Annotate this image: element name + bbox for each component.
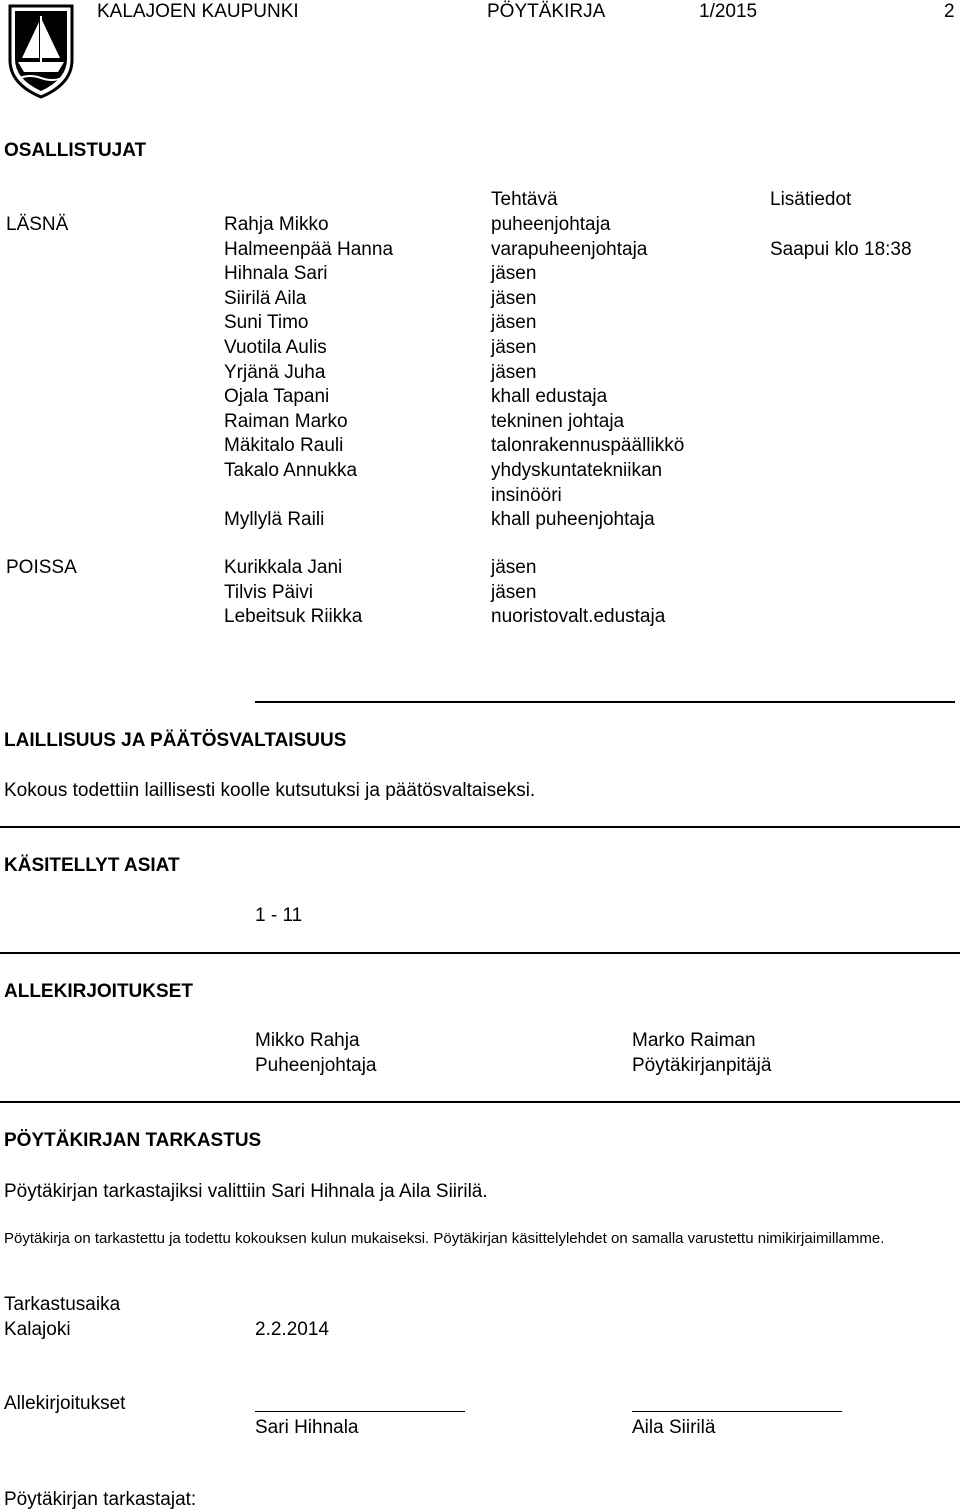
participant-name: Raiman Marko [224, 410, 348, 432]
participant-role: jäsen [491, 312, 537, 334]
participant-role: khall puheenjohtaja [491, 509, 655, 531]
participant-row [0, 238, 960, 263]
participant-role: nuoristovalt.edustaja [491, 606, 666, 628]
items-range: 1 - 11 [255, 905, 303, 926]
participant-row [0, 262, 960, 287]
items-title: KÄSITELLYT ASIAT [4, 855, 180, 876]
participant-role: puheenjohtaja [491, 214, 611, 235]
review-title: PÖYTÄKIRJAN TARKASTUS [4, 1130, 262, 1151]
participant-row [0, 434, 960, 459]
participant-name: Mäkitalo Rauli [224, 435, 344, 457]
col-task-header: Tehtävä [491, 189, 558, 210]
absent-label: POISSA [6, 557, 77, 578]
participant-role: jäsen [491, 361, 537, 383]
participant-role: jäsen [491, 557, 537, 578]
participant-role: yhdyskuntatekniikan [491, 460, 663, 481]
participant-info: Saapui klo 18:38 [770, 238, 912, 260]
review-place: Kalajoki [4, 1319, 71, 1340]
participant-row [0, 311, 960, 336]
participant-name: Yrjänä Juha [224, 361, 326, 383]
participant-role: tekninen johtaja [491, 410, 625, 432]
review-date: 2.2.2014 [255, 1319, 329, 1340]
participant-role: varapuheenjohtaja [491, 238, 648, 260]
signature-line-2 [632, 1411, 842, 1412]
participant-role: insinööri [491, 484, 562, 506]
review-text-1: Pöytäkirjan tarkastajiksi valittiin Sari Hihnala ja Aila Siirilä. [4, 1181, 488, 1202]
participant-name: Ojala Tapani [224, 386, 330, 408]
participant-name: Rahja Mikko [224, 214, 329, 235]
participant-name: Lebeitsuk Riikka [224, 606, 363, 628]
participant-name: Takalo Annukka [224, 460, 358, 481]
participant-name: Vuotila Aulis [224, 337, 327, 358]
participant-row [0, 484, 960, 509]
legality-title: LAILLISUUS JA PÄÄTÖSVALTAISUUS [4, 730, 347, 751]
participant-role: jäsen [491, 263, 537, 285]
header-city: KALAJOEN KAUPUNKI [97, 1, 299, 22]
divider [0, 952, 960, 954]
participant-name: Kurikkala Jani [224, 557, 343, 578]
secretary-title: Pöytäkirjanpitäjä [632, 1055, 772, 1076]
signer-1-name: Sari Hihnala [255, 1417, 359, 1438]
participant-row [0, 581, 960, 606]
participant-role: talonrakennuspäällikkö [491, 435, 685, 457]
chair-name: Mikko Rahja [255, 1030, 360, 1051]
participant-row [0, 385, 960, 410]
participant-row [0, 213, 960, 238]
secretary-name: Marko Raiman [632, 1030, 756, 1051]
participant-row [0, 459, 960, 484]
review-time-label: Tarkastusaika [4, 1294, 121, 1315]
col-info-header: Lisätiedot [770, 189, 852, 210]
signatures-title: ALLEKIRJOITUKSET [4, 981, 193, 1002]
header-doc-type: PÖYTÄKIRJA [487, 1, 606, 22]
participant-row [0, 556, 960, 581]
chair-title: Puheenjohtaja [255, 1055, 377, 1076]
participant-name: Myllylä Raili [224, 509, 325, 531]
participant-role: khall edustaja [491, 386, 608, 408]
divider [0, 1101, 960, 1103]
participant-name: Siirilä Aila [224, 287, 307, 309]
header-page-number: 2 [944, 1, 955, 22]
participant-row [0, 336, 960, 361]
participant-role: jäsen [491, 287, 537, 309]
participant-role: jäsen [491, 337, 537, 358]
participant-row [0, 361, 960, 386]
header-number: 1/2015 [699, 1, 758, 22]
legality-text: Kokous todettiin laillisesti koolle kutsutuksi ja päätösvaltaiseksi. [4, 780, 536, 801]
participants-title: OSALLISTUJAT [4, 140, 147, 161]
reviewers-footer: Pöytäkirjan tarkastajat: [4, 1489, 197, 1510]
signer-2-name: Aila Siirilä [632, 1417, 716, 1438]
participant-row [0, 605, 960, 630]
review-signatures-label: Allekirjoitukset [4, 1393, 126, 1414]
participant-row [0, 508, 960, 533]
participant-name: Hihnala Sari [224, 263, 328, 285]
participant-row [0, 410, 960, 435]
participant-name: Halmeenpää Hanna [224, 238, 394, 260]
divider [255, 701, 955, 703]
signature-line-1 [255, 1411, 465, 1412]
participant-role: jäsen [491, 581, 537, 603]
participant-name: Tilvis Päivi [224, 581, 314, 603]
participant-name: Suni Timo [224, 312, 309, 334]
present-label: LÄSNÄ [6, 214, 69, 235]
participant-row [0, 287, 960, 312]
review-text-2: Pöytäkirja on tarkastettu ja todettu kokouksen kulun mukaiseksi. Pöytäkirjan käsittelylehdet on samalla varustettu nimikirjaimillamme. [4, 1230, 885, 1247]
divider [0, 826, 960, 828]
coat-of-arms-logo [6, 2, 76, 100]
